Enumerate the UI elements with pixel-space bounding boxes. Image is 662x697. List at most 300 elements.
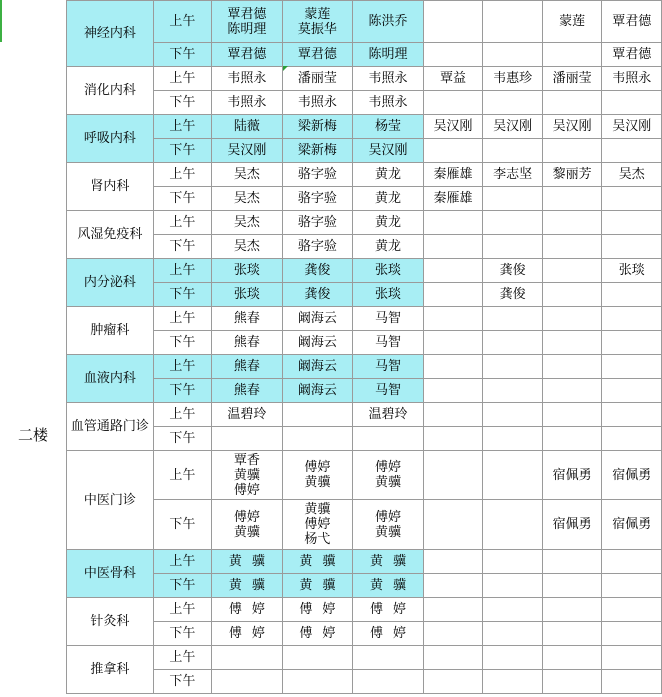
doctor-cell: [542, 598, 602, 622]
doctor-cell: [212, 355, 283, 379]
doctor-cell: [602, 163, 662, 187]
doctor-cell: [212, 1, 283, 43]
doctor-name: 覃君德: [297, 47, 337, 62]
session-label: 上午: [153, 211, 211, 235]
doctor-cell: [483, 598, 543, 622]
doctor-name: 韦照永: [368, 95, 408, 110]
doctor-cell: [212, 622, 283, 646]
session-label: 上午: [153, 307, 211, 331]
doctor-cell: [602, 646, 662, 670]
doctor-cell: [282, 283, 353, 307]
doctor-name: 张琰: [618, 263, 645, 278]
department-name: 推拿科: [67, 646, 154, 694]
doctor-cell: [483, 574, 543, 598]
doctor-name: 黄骥: [233, 524, 260, 540]
doctor-cell: [212, 500, 283, 550]
table-row: [67, 355, 662, 379]
doctor-cell: [353, 283, 424, 307]
doctor-cell: [423, 211, 483, 235]
doctor-cell: [542, 259, 602, 283]
session-label: 上午: [153, 259, 211, 283]
doctor-cell: [212, 670, 283, 694]
floor-column: [0, 0, 66, 697]
doctor-cell: [602, 379, 662, 403]
doctor-name: 黄骥: [299, 578, 346, 593]
doctor-cell: [282, 115, 353, 139]
doctor-cell: [212, 550, 283, 574]
doctor-cell: [282, 550, 353, 574]
comment-indicator-icon: [283, 66, 288, 71]
doctor-name: 秦雁雄: [433, 167, 473, 182]
doctor-cell: [483, 67, 543, 91]
doctor-name: 黄骥: [375, 524, 402, 540]
doctor-name: 傅婷: [233, 509, 260, 525]
doctor-name: 吴杰: [233, 167, 260, 182]
session-label: 上午: [153, 67, 211, 91]
doctor-name: 吴汉刚: [433, 119, 473, 134]
doctor-cell: [282, 163, 353, 187]
doctor-cell: [423, 500, 483, 550]
doctor-name: 覃君德: [612, 14, 652, 29]
table-row: [67, 259, 662, 283]
department-name: 神经内科: [67, 1, 154, 67]
doctor-name: 陆薇: [233, 119, 260, 134]
doctor-cell: [353, 646, 424, 670]
doctor-name: 黄骥: [228, 578, 275, 593]
doctor-name: 龚俊: [499, 287, 526, 302]
doctor-name: 蒙莲: [304, 6, 331, 22]
doctor-cell: [353, 574, 424, 598]
doctor-name: 傅婷: [228, 626, 275, 641]
session-label: 下午: [153, 283, 211, 307]
doctor-name: 阚海云: [297, 359, 337, 374]
doctor-cell: [602, 355, 662, 379]
doctor-cell: [542, 451, 602, 500]
doctor-name: 吴汉刚: [368, 143, 408, 158]
doctor-cell: [602, 550, 662, 574]
doctor-cell: [423, 355, 483, 379]
doctor-name: 韦照永: [612, 71, 652, 86]
doctor-name: 熊春: [233, 359, 260, 374]
doctor-cell: [483, 622, 543, 646]
doctor-name: 傅婷: [299, 626, 346, 641]
doctor-cell: [282, 331, 353, 355]
doctor-name: 陈洪乔: [368, 14, 408, 29]
table-row: [67, 283, 662, 307]
doctor-name: 黄龙: [375, 215, 402, 230]
session-label: 上午: [153, 355, 211, 379]
department-name: 呼吸内科: [67, 115, 154, 163]
table-row: [67, 427, 662, 451]
doctor-name: 韦照永: [368, 71, 408, 86]
doctor-cell: [483, 307, 543, 331]
session-label: 下午: [153, 500, 211, 550]
doctor-cell: [353, 403, 424, 427]
doctor-cell: [353, 331, 424, 355]
doctor-cell: [353, 43, 424, 67]
doctor-cell: [212, 283, 283, 307]
doctor-name: 黄骥: [299, 554, 346, 569]
doctor-cell: [483, 211, 543, 235]
doctor-cell: [282, 91, 353, 115]
doctor-cell: [282, 307, 353, 331]
doctor-cell: [282, 427, 353, 451]
doctor-name: 傅婷: [233, 482, 260, 498]
doctor-cell: [542, 211, 602, 235]
doctor-cell: [483, 115, 543, 139]
doctor-name: 黄龙: [375, 167, 402, 182]
department-name: 肿瘤科: [67, 307, 154, 355]
doctor-cell: [282, 259, 353, 283]
doctor-cell: [483, 331, 543, 355]
table-row: [67, 1, 662, 43]
session-label: 上午: [153, 403, 211, 427]
doctor-cell: [282, 598, 353, 622]
doctor-cell: [212, 259, 283, 283]
doctor-cell: [282, 211, 353, 235]
doctor-cell: [423, 451, 483, 500]
doctor-cell: [602, 91, 662, 115]
doctor-name: 龚俊: [304, 263, 331, 278]
table-row: [67, 187, 662, 211]
doctor-name: 温碧玲: [368, 407, 408, 422]
doctor-cell: [542, 115, 602, 139]
doctor-cell: [423, 403, 483, 427]
doctor-name: 潘丽莹: [297, 71, 337, 86]
doctor-name: 阚海云: [297, 311, 337, 326]
doctor-name: 黄骥: [304, 475, 331, 490]
doctor-cell: [423, 187, 483, 211]
doctor-name: 黄骥: [233, 467, 260, 483]
doctor-cell: [212, 427, 283, 451]
doctor-cell: [602, 139, 662, 163]
doctor-cell: [602, 187, 662, 211]
doctor-cell: [542, 163, 602, 187]
doctor-name: 韦惠珍: [493, 71, 533, 86]
doctor-cell: [353, 379, 424, 403]
doctor-name: 吴汉刚: [552, 119, 592, 134]
doctor-name: 张琰: [233, 263, 260, 278]
doctor-cell: [483, 1, 543, 43]
table-row: [67, 598, 662, 622]
doctor-name: 韦照永: [227, 71, 267, 86]
doctor-cell: [542, 331, 602, 355]
table-row: [67, 235, 662, 259]
doctor-name: 傅婷: [304, 460, 331, 475]
doctor-cell: [483, 187, 543, 211]
doctor-cell: [423, 670, 483, 694]
doctor-name: 黄骥: [304, 502, 331, 517]
doctor-cell: [483, 355, 543, 379]
doctor-cell: [602, 451, 662, 500]
table-row: [67, 43, 662, 67]
doctor-name: 黄骥: [375, 475, 402, 490]
doctor-cell: [282, 355, 353, 379]
doctor-name: 阚海云: [297, 335, 337, 350]
session-label: 上午: [153, 451, 211, 500]
doctor-cell: [282, 403, 353, 427]
doctor-name: 张琰: [233, 287, 260, 302]
doctor-cell: [423, 646, 483, 670]
doctor-cell: [483, 163, 543, 187]
doctor-name: 傅婷: [375, 509, 402, 525]
doctor-cell: [423, 115, 483, 139]
doctor-cell: [423, 574, 483, 598]
doctor-name: 傅婷: [375, 460, 402, 475]
doctor-name: 熊春: [233, 311, 260, 326]
doctor-cell: [542, 187, 602, 211]
session-label: 下午: [153, 43, 211, 67]
doctor-name: 陈明理: [368, 47, 408, 62]
table-row: [67, 139, 662, 163]
doctor-name: 宿佩勇: [552, 517, 592, 532]
doctor-cell: [353, 163, 424, 187]
doctor-cell: [212, 139, 283, 163]
selection-marker: [0, 0, 2, 42]
doctor-cell: [423, 163, 483, 187]
session-label: 下午: [153, 187, 211, 211]
doctor-cell: [423, 67, 483, 91]
doctor-cell: [602, 598, 662, 622]
table-row: [67, 622, 662, 646]
department-name: 风湿免疫科: [67, 211, 154, 259]
doctor-cell: [423, 379, 483, 403]
session-label: 上午: [153, 115, 211, 139]
schedule-table: [66, 0, 662, 694]
doctor-name: 韦照永: [297, 95, 337, 110]
doctor-name: 蒙莲: [559, 14, 586, 29]
doctor-cell: [282, 139, 353, 163]
doctor-name: 马智: [375, 383, 402, 398]
session-label: 下午: [153, 331, 211, 355]
doctor-cell: [353, 670, 424, 694]
doctor-cell: [282, 670, 353, 694]
doctor-cell: [542, 550, 602, 574]
doctor-cell: [542, 500, 602, 550]
doctor-name: 宿佩勇: [612, 467, 652, 483]
doctor-cell: [423, 43, 483, 67]
doctor-name: 秦雁雄: [433, 191, 473, 206]
table-row: [67, 670, 662, 694]
doctor-cell: [542, 670, 602, 694]
doctor-cell: [542, 67, 602, 91]
doctor-cell: [542, 355, 602, 379]
session-label: 下午: [153, 574, 211, 598]
table-row: [67, 67, 662, 91]
doctor-cell: [212, 574, 283, 598]
doctor-name: 骆字验: [297, 191, 337, 206]
doctor-cell: [542, 379, 602, 403]
doctor-name: 傅婷: [370, 602, 417, 617]
table-row: [67, 91, 662, 115]
doctor-cell: [602, 115, 662, 139]
doctor-cell: [483, 500, 543, 550]
doctor-cell: [602, 1, 662, 43]
doctor-cell: [212, 163, 283, 187]
doctor-cell: [282, 67, 353, 91]
doctor-name: 吴杰: [233, 215, 260, 230]
doctor-cell: [602, 622, 662, 646]
doctor-cell: [542, 622, 602, 646]
doctor-name: 龚俊: [499, 263, 526, 278]
session-label: 下午: [153, 427, 211, 451]
doctor-cell: [212, 403, 283, 427]
department-name: 血液内科: [67, 355, 154, 403]
doctor-name: 黄龙: [375, 239, 402, 254]
doctor-cell: [602, 670, 662, 694]
doctor-cell: [483, 646, 543, 670]
doctor-cell: [423, 331, 483, 355]
session-label: 上午: [153, 550, 211, 574]
doctor-name: 潘丽莹: [552, 71, 592, 86]
doctor-cell: [602, 574, 662, 598]
doctor-name: 马智: [375, 359, 402, 374]
doctor-name: 马智: [375, 311, 402, 326]
doctor-name: 傅婷: [370, 626, 417, 641]
doctor-cell: [602, 235, 662, 259]
doctor-cell: [353, 235, 424, 259]
department-name: 中医骨科: [67, 550, 154, 598]
doctor-cell: [353, 550, 424, 574]
doctor-name: 梁新梅: [297, 119, 337, 134]
doctor-name: 梁新梅: [297, 143, 337, 158]
doctor-cell: [542, 235, 602, 259]
doctor-cell: [212, 646, 283, 670]
department-name: 消化内科: [67, 67, 154, 115]
doctor-name: 韦照永: [227, 95, 267, 110]
doctor-cell: [353, 451, 424, 500]
doctor-name: 陈明理: [227, 21, 267, 37]
doctor-cell: [542, 1, 602, 43]
doctor-cell: [212, 379, 283, 403]
session-label: 上午: [153, 163, 211, 187]
doctor-name: 傅婷: [304, 517, 331, 532]
doctor-cell: [423, 1, 483, 43]
doctor-name: 阚海云: [297, 383, 337, 398]
doctor-name: 吴汉刚: [612, 119, 652, 134]
doctor-cell: [212, 235, 283, 259]
doctor-cell: [542, 307, 602, 331]
doctor-cell: [483, 91, 543, 115]
doctor-name: 温碧玲: [227, 407, 267, 422]
doctor-name: 张琰: [375, 263, 402, 278]
floor-label: 二楼: [18, 426, 49, 444]
session-label: 下午: [153, 622, 211, 646]
doctor-name: 骆字验: [297, 239, 337, 254]
doctor-cell: [212, 67, 283, 91]
table-row: [67, 500, 662, 550]
doctor-cell: [602, 500, 662, 550]
doctor-cell: [483, 259, 543, 283]
doctor-cell: [353, 115, 424, 139]
doctor-cell: [423, 235, 483, 259]
doctor-cell: [542, 91, 602, 115]
table-row: [67, 379, 662, 403]
doctor-name: 覃君德: [227, 47, 267, 62]
doctor-cell: [353, 500, 424, 550]
doctor-name: 黎丽芳: [552, 167, 592, 182]
session-label: 上午: [153, 598, 211, 622]
doctor-name: 覃君德: [612, 47, 652, 62]
department-name: 血管通路门诊: [67, 403, 154, 451]
doctor-name: 李志坚: [493, 167, 533, 182]
doctor-name: 覃益: [440, 71, 467, 86]
doctor-cell: [353, 622, 424, 646]
doctor-cell: [602, 259, 662, 283]
doctor-cell: [483, 670, 543, 694]
doctor-name: 宿佩勇: [612, 517, 652, 532]
doctor-name: 熊春: [233, 383, 260, 398]
doctor-cell: [423, 139, 483, 163]
doctor-cell: [602, 307, 662, 331]
session-label: 下午: [153, 235, 211, 259]
doctor-cell: [483, 43, 543, 67]
table-row: [67, 403, 662, 427]
doctor-cell: [212, 598, 283, 622]
doctor-cell: [282, 379, 353, 403]
doctor-cell: [282, 574, 353, 598]
doctor-cell: [353, 67, 424, 91]
doctor-name: 吴汉刚: [227, 143, 267, 158]
doctor-name: 骆字验: [297, 167, 337, 182]
doctor-cell: [483, 139, 543, 163]
doctor-cell: [542, 403, 602, 427]
doctor-name: 龚俊: [304, 287, 331, 302]
doctor-cell: [353, 355, 424, 379]
doctor-cell: [282, 500, 353, 550]
doctor-name: 莫振华: [297, 21, 337, 37]
doctor-name: 覃香: [233, 452, 260, 468]
department-name: 内分泌科: [67, 259, 154, 307]
doctor-name: 黄骥: [370, 578, 417, 593]
doctor-cell: [483, 283, 543, 307]
doctor-cell: [353, 91, 424, 115]
doctor-cell: [212, 211, 283, 235]
session-label: 上午: [153, 1, 211, 43]
doctor-name: 黄骥: [228, 554, 275, 569]
doctor-cell: [212, 115, 283, 139]
table-row: [67, 574, 662, 598]
doctor-name: 马智: [375, 335, 402, 350]
session-label: 上午: [153, 646, 211, 670]
doctor-cell: [602, 211, 662, 235]
doctor-cell: [212, 91, 283, 115]
doctor-name: 黄骥: [370, 554, 417, 569]
doctor-cell: [602, 43, 662, 67]
doctor-name: 傅婷: [228, 602, 275, 617]
doctor-name: 吴汉刚: [493, 119, 533, 134]
doctor-cell: [483, 550, 543, 574]
doctor-cell: [212, 331, 283, 355]
doctor-name: 杨弋: [304, 532, 331, 547]
table-row: [67, 163, 662, 187]
table-row: [67, 451, 662, 500]
doctor-cell: [602, 283, 662, 307]
doctor-cell: [483, 451, 543, 500]
doctor-cell: [353, 259, 424, 283]
table-row: [67, 115, 662, 139]
doctor-cell: [483, 235, 543, 259]
session-label: 下午: [153, 91, 211, 115]
doctor-cell: [423, 598, 483, 622]
doctor-cell: [353, 598, 424, 622]
session-label: 下午: [153, 139, 211, 163]
doctor-cell: [542, 283, 602, 307]
doctor-cell: [602, 427, 662, 451]
department-name: 针灸科: [67, 598, 154, 646]
table-row: [67, 550, 662, 574]
doctor-name: 宿佩勇: [552, 467, 592, 483]
